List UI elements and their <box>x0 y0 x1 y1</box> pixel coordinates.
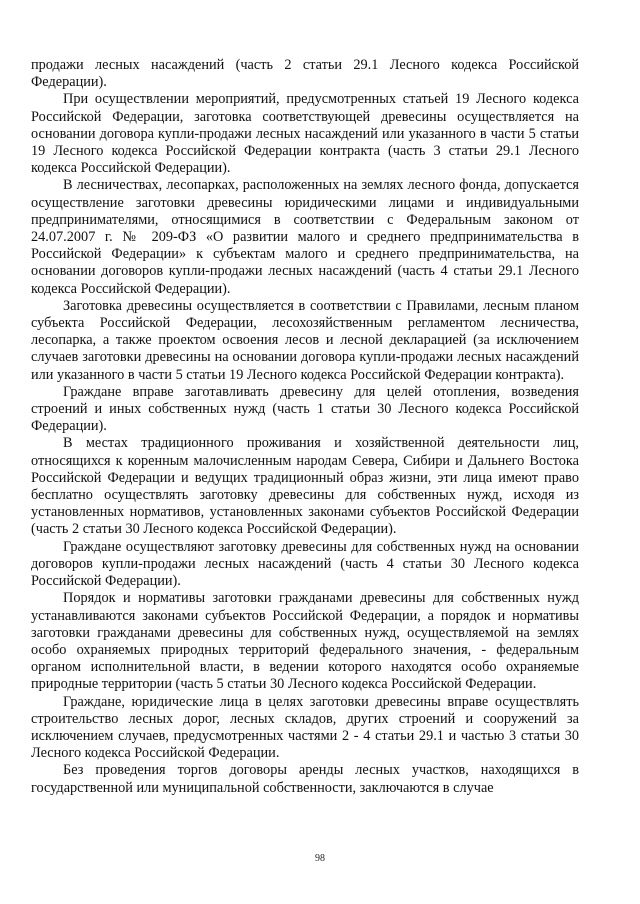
paragraph-5: Граждане вправе заготавливать древесину для целей отопления, возведения строений и иных собственных нужд (часть 1 статьи 30 Лесного кодекса Российской Федерации). <box>31 383 579 435</box>
paragraph-8: Порядок и нормативы заготовки гражданами древесины для собственных нужд устанавливаются законами субъектов Российской Федерации, а порядок и нормативы заготовки гражданами древесины для собственных нужд, осуществляемой на землях особо охраняемых природных территорий федерального значения, - федеральным органом исполнительной власти, в ведении которого находятся особо охраняемые природные территории (часть 5 статьи 30 Лесного кодекса Российской Федерации. <box>31 590 579 693</box>
page-number: 98 <box>315 853 325 864</box>
paragraph-1: продажи лесных насаждений (часть 2 статьи 29.1 Лесного кодекса Российской Федерации). <box>31 57 579 91</box>
paragraph-4: Заготовка древесины осуществляется в соответствии с Правилами, лесным планом субъекта Российской Федерации, лесохозяйственным регламентом лесничества, лесопарка, а также проектом освоения лесов и лесной декларацией (за исключением случаев заготовки древесины на основании договора купли-продажи лесных насаждений или указанного в части 5 статьи 19 Лесного кодекса Российской Федерации контракта). <box>31 297 579 383</box>
paragraph-10: Без проведения торгов договоры аренды лесных участков, находящихся в государственной или муниципальной собственности, заключаются в случае <box>31 762 579 796</box>
paragraph-6: В местах традиционного проживания и хозяйственной деятельности лиц, относящихся к коренным малочисленным народам Севера, Сибири и Дальнего Востока Российской Федерации и ведущих традиционный образ жизни, эти лица имеют право бесплатно осуществлять заготовку древесины для собственных нужд, исходя из установленных нормативов, установленных законами субъектов Российской Федерации (часть 2 статьи 30 Лесного кодекса Российской Федерации). <box>31 435 579 538</box>
paragraph-9: Граждане, юридические лица в целях заготовки древесины вправе осуществлять строительство лесных дорог, лесных складов, других строений и сооружений за исключением случаев, предусмотренных частями 2 - 4 статьи 29.1 и частью 3 статьи 30 Лесного кодекса Российской Федерации. <box>31 693 579 762</box>
paragraph-7: Граждане осуществляют заготовку древесины для собственных нужд на основании договоров купли-продажи лесных насаждений (часть 4 статьи 30 Лесного кодекса Российской Федерации). <box>31 538 579 590</box>
paragraph-3: В лесничествах, лесопарках, расположенных на землях лесного фонда, допускается осуществление заготовки древесины юридическими лицами и индивидуальными предпринимателями, относящимися в соответствии с Федеральным законом от 24.07.2007 г. № 209-ФЗ «О развитии малого и среднего предпринимательства в Российской Федерации» к субъектам малого и среднего предпринимательства, на основании договоров купли-продажи лесных насаждений (часть 4 статьи 29.1 Лесного кодекса Российской Федерации). <box>31 177 579 297</box>
document-body <box>31 57 579 797</box>
paragraph-2: При осуществлении мероприятий, предусмотренных статьей 19 Лесного кодекса Российской Федерации, заготовка соответствующей древесины осуществляется на основании договора купли-продажи лесных насаждений или указанного в части 5 статьи 19 Лесного кодекса Российской Федерации контракта (часть 3 статьи 29.1 Лесного кодекса Российской Федерации). <box>31 91 579 177</box>
